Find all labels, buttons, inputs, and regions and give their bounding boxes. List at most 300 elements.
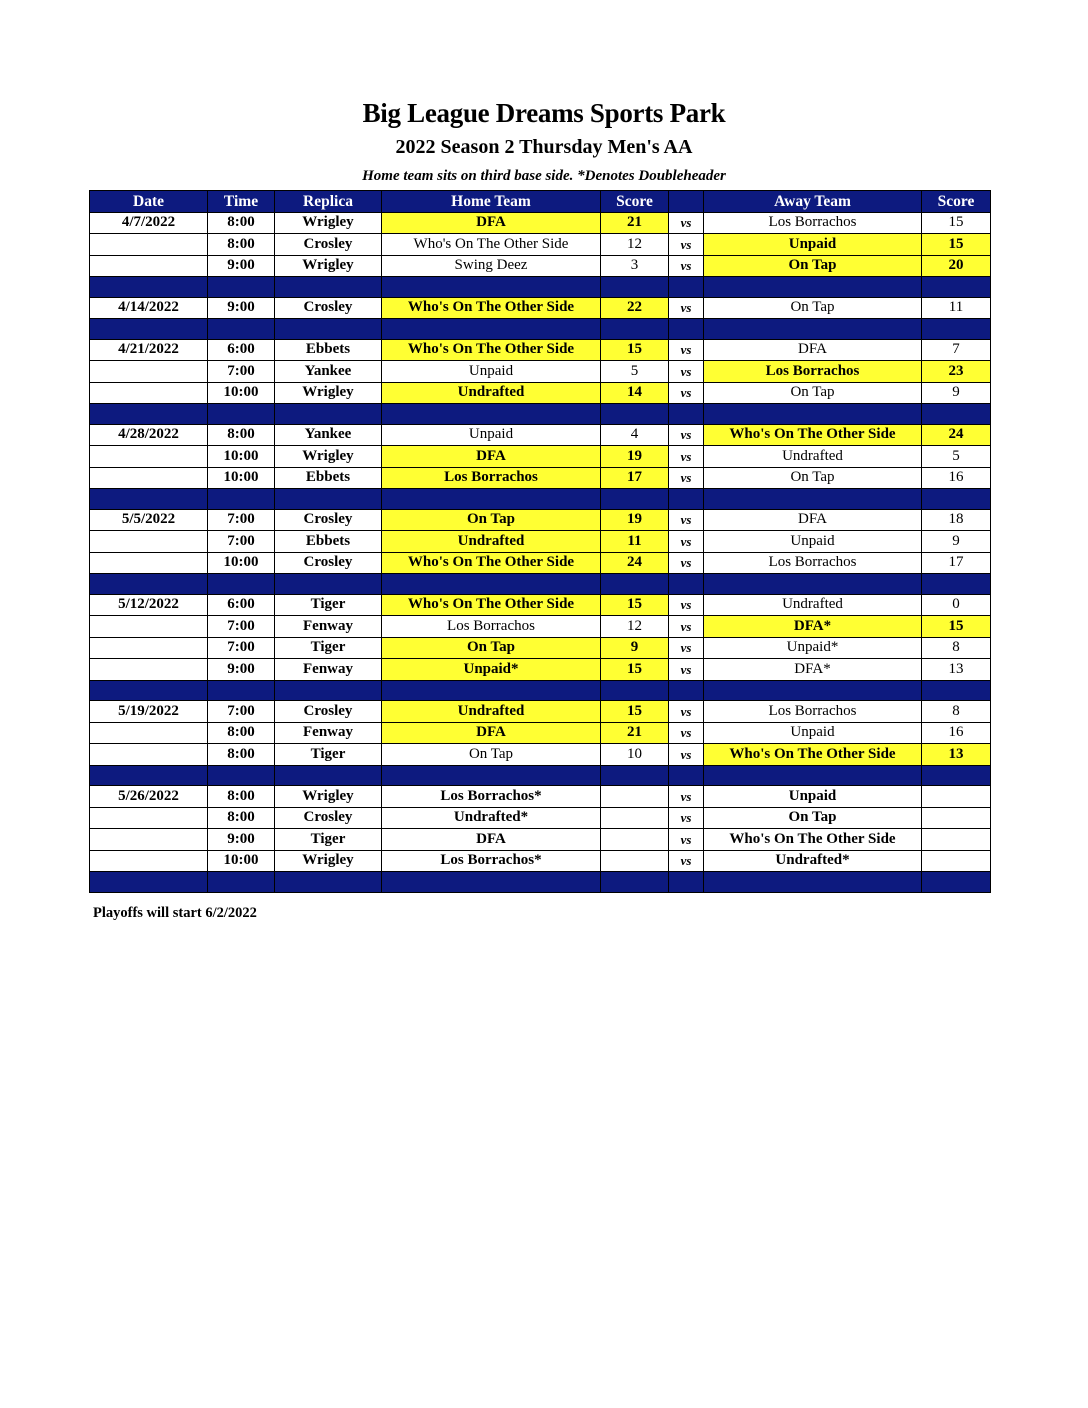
- home-team-cell: Los Borrachos: [382, 616, 601, 638]
- away-score-cell: 16: [922, 722, 991, 744]
- home-score-cell: 19: [601, 509, 669, 531]
- away-team-cell: Los Borrachos: [704, 361, 922, 383]
- away-score-cell: [922, 807, 991, 829]
- home-team-cell: On Tap: [382, 637, 601, 659]
- away-score-cell: 16: [922, 467, 991, 489]
- home-score-cell: 9: [601, 637, 669, 659]
- separator-cell: [922, 319, 991, 340]
- away-score-cell: [922, 829, 991, 851]
- separator-cell: [382, 680, 601, 701]
- home-score-cell: 15: [601, 701, 669, 723]
- separator-cell: [275, 574, 382, 595]
- separator-cell: [922, 872, 991, 893]
- game-row: [90, 467, 991, 489]
- field-cell: Wrigley: [275, 446, 382, 468]
- time-cell: 10:00: [208, 382, 275, 404]
- date-cell: [90, 552, 208, 574]
- date-cell: [90, 361, 208, 383]
- home-score-cell: 12: [601, 234, 669, 256]
- away-score-cell: 13: [922, 744, 991, 766]
- separator-cell: [669, 872, 704, 893]
- separator-cell: [208, 277, 275, 298]
- away-team-cell: Who's On The Other Side: [704, 744, 922, 766]
- field-cell: Tiger: [275, 637, 382, 659]
- time-cell: 7:00: [208, 701, 275, 723]
- date-cell: [90, 744, 208, 766]
- separator-cell: [704, 765, 922, 786]
- week-separator-row: [90, 277, 991, 298]
- separator-cell: [669, 319, 704, 340]
- header-away-score: Score: [922, 191, 991, 213]
- separator-cell: [90, 765, 208, 786]
- home-team-cell: DFA: [382, 829, 601, 851]
- separator-cell: [704, 277, 922, 298]
- time-cell: 10:00: [208, 850, 275, 872]
- home-score-cell: 4: [601, 424, 669, 446]
- home-score-cell: [601, 850, 669, 872]
- separator-cell: [382, 319, 601, 340]
- game-row: [90, 786, 991, 808]
- vs-cell: vs: [669, 382, 704, 404]
- time-cell: 8:00: [208, 234, 275, 256]
- time-cell: 9:00: [208, 297, 275, 319]
- away-team-cell: DFA*: [704, 616, 922, 638]
- header-vs: [669, 191, 704, 213]
- home-score-cell: [601, 807, 669, 829]
- time-cell: 8:00: [208, 722, 275, 744]
- vs-cell: vs: [669, 339, 704, 361]
- home-team-cell: Swing Deez: [382, 255, 601, 277]
- away-score-cell: 7: [922, 339, 991, 361]
- home-team-cell: Who's On The Other Side: [382, 297, 601, 319]
- week-separator-row: [90, 404, 991, 425]
- field-cell: Yankee: [275, 361, 382, 383]
- away-score-cell: 9: [922, 382, 991, 404]
- vs-cell: vs: [669, 850, 704, 872]
- vs-cell: vs: [669, 255, 704, 277]
- home-team-cell: Los Borrachos*: [382, 850, 601, 872]
- separator-cell: [601, 574, 669, 595]
- away-score-cell: 15: [922, 616, 991, 638]
- date-cell: [90, 722, 208, 744]
- separator-cell: [669, 277, 704, 298]
- separator-cell: [669, 489, 704, 510]
- separator-cell: [382, 872, 601, 893]
- date-cell: 5/26/2022: [90, 786, 208, 808]
- time-cell: 8:00: [208, 212, 275, 234]
- separator-cell: [704, 680, 922, 701]
- away-score-cell: 5: [922, 446, 991, 468]
- home-score-cell: 12: [601, 616, 669, 638]
- separator-cell: [922, 404, 991, 425]
- field-cell: Fenway: [275, 722, 382, 744]
- game-row: [90, 829, 991, 851]
- game-row: [90, 382, 991, 404]
- date-cell: 4/7/2022: [90, 212, 208, 234]
- separator-cell: [601, 319, 669, 340]
- vs-cell: vs: [669, 531, 704, 553]
- vs-cell: vs: [669, 212, 704, 234]
- separator-cell: [922, 489, 991, 510]
- separator-cell: [601, 404, 669, 425]
- game-row: [90, 361, 991, 383]
- field-cell: Crosley: [275, 509, 382, 531]
- away-score-cell: 13: [922, 659, 991, 681]
- game-row: [90, 744, 991, 766]
- date-cell: 5/5/2022: [90, 509, 208, 531]
- home-team-cell: Unpaid: [382, 424, 601, 446]
- field-cell: Tiger: [275, 594, 382, 616]
- week-separator-row: [90, 872, 991, 893]
- vs-cell: vs: [669, 552, 704, 574]
- header-date: Date: [90, 191, 208, 213]
- home-team-cell: Undrafted: [382, 701, 601, 723]
- time-cell: 7:00: [208, 637, 275, 659]
- date-cell: 4/21/2022: [90, 339, 208, 361]
- date-cell: [90, 850, 208, 872]
- home-team-cell: Who's On The Other Side: [382, 594, 601, 616]
- separator-cell: [922, 680, 991, 701]
- game-row: [90, 509, 991, 531]
- page-subtitle: 2022 Season 2 Thursday Men's AA: [395, 136, 693, 158]
- away-score-cell: 8: [922, 701, 991, 723]
- week-separator-row: [90, 680, 991, 701]
- date-cell: [90, 616, 208, 638]
- field-cell: Tiger: [275, 829, 382, 851]
- field-cell: Fenway: [275, 616, 382, 638]
- time-cell: 7:00: [208, 531, 275, 553]
- vs-cell: vs: [669, 807, 704, 829]
- vs-cell: vs: [669, 829, 704, 851]
- separator-cell: [208, 489, 275, 510]
- vs-cell: vs: [669, 594, 704, 616]
- page-title: Big League Dreams Sports Park: [362, 98, 726, 128]
- home-score-cell: 21: [601, 722, 669, 744]
- vs-cell: vs: [669, 234, 704, 256]
- time-cell: 9:00: [208, 829, 275, 851]
- time-cell: 7:00: [208, 361, 275, 383]
- home-team-cell: On Tap: [382, 744, 601, 766]
- away-score-cell: 15: [922, 234, 991, 256]
- playoffs-note: Playoffs will start 6/2/2022: [93, 905, 257, 921]
- vs-cell: vs: [669, 467, 704, 489]
- away-score-cell: 9: [922, 531, 991, 553]
- date-cell: [90, 382, 208, 404]
- home-team-cell: Los Borrachos: [382, 467, 601, 489]
- time-cell: 8:00: [208, 807, 275, 829]
- home-team-cell: Undrafted: [382, 382, 601, 404]
- header-home-score: Score: [601, 191, 669, 213]
- separator-cell: [208, 765, 275, 786]
- separator-cell: [669, 765, 704, 786]
- schedule-body: [90, 212, 991, 892]
- date-cell: [90, 446, 208, 468]
- separator-cell: [704, 404, 922, 425]
- away-team-cell: Unpaid: [704, 234, 922, 256]
- home-team-cell: Unpaid: [382, 361, 601, 383]
- date-cell: [90, 234, 208, 256]
- separator-cell: [90, 277, 208, 298]
- home-team-cell: Undrafted: [382, 531, 601, 553]
- separator-cell: [704, 574, 922, 595]
- separator-cell: [90, 680, 208, 701]
- date-cell: 5/19/2022: [90, 701, 208, 723]
- vs-cell: vs: [669, 616, 704, 638]
- home-score-cell: 3: [601, 255, 669, 277]
- vs-cell: vs: [669, 509, 704, 531]
- separator-cell: [669, 404, 704, 425]
- vs-cell: vs: [669, 637, 704, 659]
- home-team-cell: Undrafted*: [382, 807, 601, 829]
- game-row: [90, 446, 991, 468]
- separator-cell: [90, 489, 208, 510]
- vs-cell: vs: [669, 659, 704, 681]
- away-team-cell: On Tap: [704, 807, 922, 829]
- time-cell: 9:00: [208, 659, 275, 681]
- separator-cell: [208, 404, 275, 425]
- separator-cell: [601, 277, 669, 298]
- away-score-cell: 24: [922, 424, 991, 446]
- separator-cell: [922, 277, 991, 298]
- home-score-cell: 10: [601, 744, 669, 766]
- separator-cell: [922, 765, 991, 786]
- field-cell: Ebbets: [275, 339, 382, 361]
- away-team-cell: Unpaid: [704, 722, 922, 744]
- home-score-cell: 21: [601, 212, 669, 234]
- game-row: [90, 234, 991, 256]
- field-cell: Crosley: [275, 807, 382, 829]
- date-cell: [90, 807, 208, 829]
- vs-cell: vs: [669, 722, 704, 744]
- home-score-cell: 15: [601, 659, 669, 681]
- away-score-cell: 20: [922, 255, 991, 277]
- game-row: [90, 531, 991, 553]
- away-team-cell: On Tap: [704, 255, 922, 277]
- away-team-cell: Unpaid*: [704, 637, 922, 659]
- home-score-cell: 15: [601, 339, 669, 361]
- time-cell: 10:00: [208, 446, 275, 468]
- date-cell: 5/12/2022: [90, 594, 208, 616]
- away-team-cell: Los Borrachos: [704, 552, 922, 574]
- time-cell: 8:00: [208, 786, 275, 808]
- schedule-note: Home team sits on third base side. *Denotes Doubleheader: [362, 168, 726, 184]
- date-cell: [90, 659, 208, 681]
- home-score-cell: 22: [601, 297, 669, 319]
- game-row: [90, 255, 991, 277]
- header-home-team: Home Team: [382, 191, 601, 213]
- week-separator-row: [90, 765, 991, 786]
- home-team-cell: Who's On The Other Side: [382, 234, 601, 256]
- away-team-cell: Who's On The Other Side: [704, 424, 922, 446]
- separator-cell: [601, 765, 669, 786]
- vs-cell: vs: [669, 424, 704, 446]
- away-team-cell: On Tap: [704, 297, 922, 319]
- field-cell: Fenway: [275, 659, 382, 681]
- separator-cell: [382, 765, 601, 786]
- separator-cell: [669, 574, 704, 595]
- separator-cell: [275, 404, 382, 425]
- field-cell: Ebbets: [275, 531, 382, 553]
- time-cell: 6:00: [208, 594, 275, 616]
- separator-cell: [90, 404, 208, 425]
- time-cell: 7:00: [208, 509, 275, 531]
- separator-cell: [208, 872, 275, 893]
- separator-cell: [208, 680, 275, 701]
- home-score-cell: 24: [601, 552, 669, 574]
- away-score-cell: [922, 850, 991, 872]
- vs-cell: vs: [669, 701, 704, 723]
- game-row: [90, 297, 991, 319]
- game-row: [90, 850, 991, 872]
- field-cell: Ebbets: [275, 467, 382, 489]
- date-cell: 4/28/2022: [90, 424, 208, 446]
- game-row: [90, 424, 991, 446]
- game-row: [90, 552, 991, 574]
- time-cell: 6:00: [208, 339, 275, 361]
- game-row: [90, 339, 991, 361]
- away-team-cell: On Tap: [704, 467, 922, 489]
- away-team-cell: Los Borrachos: [704, 212, 922, 234]
- field-cell: Wrigley: [275, 382, 382, 404]
- separator-cell: [90, 574, 208, 595]
- home-score-cell: 15: [601, 594, 669, 616]
- game-row: [90, 212, 991, 234]
- away-team-cell: DFA: [704, 509, 922, 531]
- away-team-cell: DFA: [704, 339, 922, 361]
- away-team-cell: DFA*: [704, 659, 922, 681]
- away-score-cell: [922, 786, 991, 808]
- home-score-cell: [601, 829, 669, 851]
- date-cell: 4/14/2022: [90, 297, 208, 319]
- time-cell: 9:00: [208, 255, 275, 277]
- separator-cell: [275, 319, 382, 340]
- away-score-cell: 23: [922, 361, 991, 383]
- field-cell: Crosley: [275, 234, 382, 256]
- vs-cell: vs: [669, 744, 704, 766]
- header-row: [90, 191, 991, 213]
- away-score-cell: 18: [922, 509, 991, 531]
- vs-cell: vs: [669, 786, 704, 808]
- separator-cell: [382, 404, 601, 425]
- separator-cell: [275, 277, 382, 298]
- home-score-cell: 14: [601, 382, 669, 404]
- separator-cell: [601, 680, 669, 701]
- home-score-cell: 11: [601, 531, 669, 553]
- separator-cell: [90, 872, 208, 893]
- home-team-cell: Who's On The Other Side: [382, 552, 601, 574]
- date-cell: [90, 467, 208, 489]
- home-score-cell: 5: [601, 361, 669, 383]
- away-team-cell: Undrafted: [704, 446, 922, 468]
- schedule-table: [89, 190, 991, 893]
- home-score-cell: [601, 786, 669, 808]
- home-score-cell: 17: [601, 467, 669, 489]
- home-team-cell: DFA: [382, 212, 601, 234]
- date-cell: [90, 531, 208, 553]
- date-cell: [90, 829, 208, 851]
- home-team-cell: Los Borrachos*: [382, 786, 601, 808]
- field-cell: Wrigley: [275, 850, 382, 872]
- field-cell: Wrigley: [275, 255, 382, 277]
- game-row: [90, 659, 991, 681]
- away-team-cell: Who's On The Other Side: [704, 829, 922, 851]
- home-team-cell: DFA: [382, 722, 601, 744]
- away-team-cell: Undrafted*: [704, 850, 922, 872]
- separator-cell: [601, 489, 669, 510]
- time-cell: 10:00: [208, 552, 275, 574]
- home-team-cell: DFA: [382, 446, 601, 468]
- game-row: [90, 616, 991, 638]
- date-cell: [90, 637, 208, 659]
- field-cell: Crosley: [275, 297, 382, 319]
- separator-cell: [208, 574, 275, 595]
- away-team-cell: Undrafted: [704, 594, 922, 616]
- home-team-cell: On Tap: [382, 509, 601, 531]
- game-row: [90, 637, 991, 659]
- separator-cell: [382, 277, 601, 298]
- separator-cell: [382, 574, 601, 595]
- header-away-team: Away Team: [704, 191, 922, 213]
- week-separator-row: [90, 489, 991, 510]
- separator-cell: [704, 489, 922, 510]
- away-score-cell: 8: [922, 637, 991, 659]
- time-cell: 8:00: [208, 424, 275, 446]
- date-cell: [90, 255, 208, 277]
- vs-cell: vs: [669, 361, 704, 383]
- home-score-cell: 19: [601, 446, 669, 468]
- game-row: [90, 701, 991, 723]
- away-team-cell: Los Borrachos: [704, 701, 922, 723]
- vs-cell: vs: [669, 297, 704, 319]
- field-cell: Wrigley: [275, 212, 382, 234]
- separator-cell: [704, 319, 922, 340]
- field-cell: Tiger: [275, 744, 382, 766]
- header-time: Time: [208, 191, 275, 213]
- vs-cell: vs: [669, 446, 704, 468]
- separator-cell: [704, 872, 922, 893]
- time-cell: 7:00: [208, 616, 275, 638]
- separator-cell: [275, 680, 382, 701]
- separator-cell: [601, 872, 669, 893]
- field-cell: Crosley: [275, 552, 382, 574]
- time-cell: 8:00: [208, 744, 275, 766]
- game-row: [90, 807, 991, 829]
- game-row: [90, 722, 991, 744]
- game-row: [90, 594, 991, 616]
- separator-cell: [275, 872, 382, 893]
- home-team-cell: Who's On The Other Side: [382, 339, 601, 361]
- header-replica: Replica: [275, 191, 382, 213]
- home-team-cell: Unpaid*: [382, 659, 601, 681]
- separator-cell: [275, 489, 382, 510]
- separator-cell: [382, 489, 601, 510]
- separator-cell: [669, 680, 704, 701]
- away-score-cell: 11: [922, 297, 991, 319]
- time-cell: 10:00: [208, 467, 275, 489]
- separator-cell: [90, 319, 208, 340]
- field-cell: Crosley: [275, 701, 382, 723]
- separator-cell: [922, 574, 991, 595]
- away-team-cell: On Tap: [704, 382, 922, 404]
- away-score-cell: 17: [922, 552, 991, 574]
- field-cell: Yankee: [275, 424, 382, 446]
- separator-cell: [275, 765, 382, 786]
- away-team-cell: Unpaid: [704, 531, 922, 553]
- away-score-cell: 0: [922, 594, 991, 616]
- week-separator-row: [90, 319, 991, 340]
- away-team-cell: Unpaid: [704, 786, 922, 808]
- week-separator-row: [90, 574, 991, 595]
